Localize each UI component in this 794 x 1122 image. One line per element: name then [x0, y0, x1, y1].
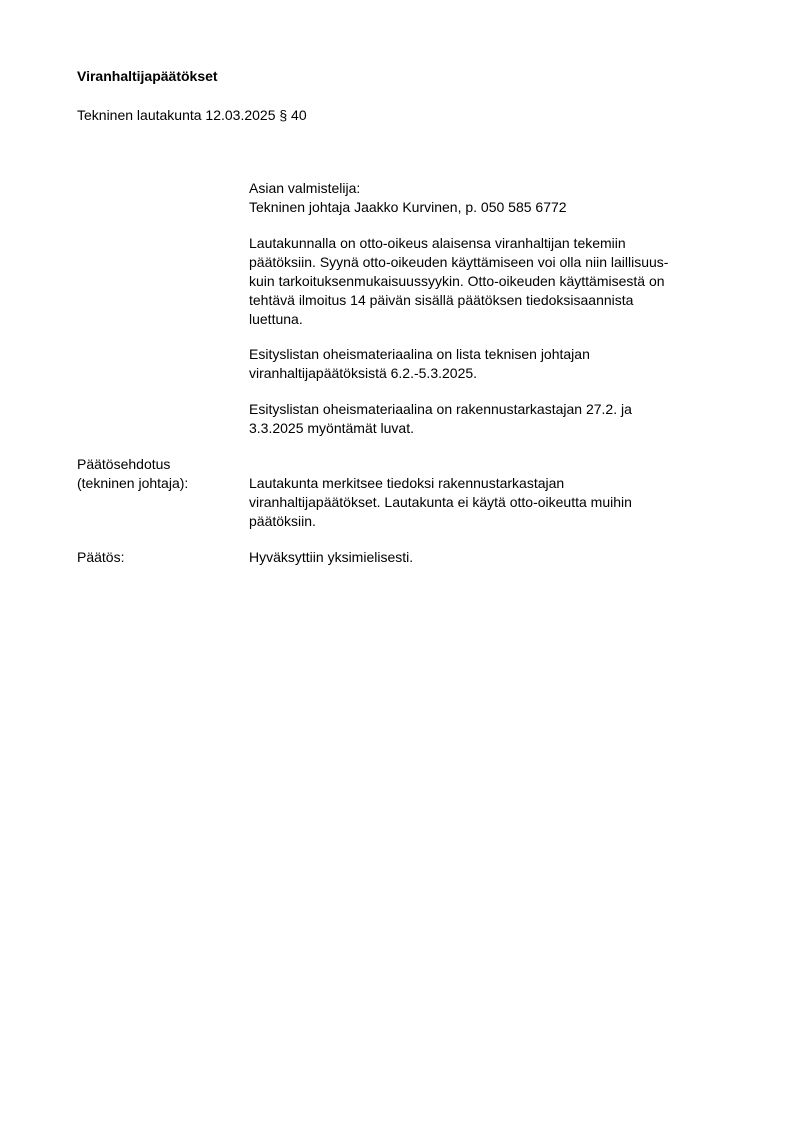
document-title: Viranhaltijapäätökset [77, 68, 218, 84]
decision-label: Päätös: [77, 549, 125, 565]
proposal-text [249, 474, 727, 531]
paragraph-otto-oikeus [249, 234, 727, 329]
meeting-reference: Tekninen lautakunta 12.03.2025 § 40 [77, 107, 307, 123]
text-line: päätöksiin. Syynä otto-oikeuden käyttämiseen voi olla niin laillisuus- [249, 254, 669, 270]
text-line: Esityslistan oheismateriaalina on lista teknisen johtajan [249, 346, 590, 362]
preparer-name: Tekninen johtaja Jaakko Kurvinen, p. 050 585 6772 [249, 199, 567, 215]
text-line: 3.3.2025 myöntämät luvat. [249, 420, 414, 436]
text-line: viranhaltijapäätökset. Lautakunta ei käytä otto-oikeutta muihin [249, 494, 632, 510]
text-line: Lautakunnalla on otto-oikeus alaisensa viranhaltijan tekemiin [249, 235, 626, 251]
proposal-label-line: Päätösehdotus [77, 456, 171, 472]
preparer-section [249, 179, 727, 217]
text-line: luettuna. [249, 311, 303, 327]
paragraph-attachment-1 [249, 345, 727, 383]
text-line: kuin tarkoituksenmukaisuussyykin. Otto-oikeuden käyttämisestä on [249, 273, 665, 289]
paragraph-attachment-2 [249, 400, 727, 438]
text-line: päätöksiin. [249, 513, 316, 529]
preparer-heading: Asian valmistelija: [249, 180, 361, 196]
decision-text: Hyväksyttiin yksimielisesti. [249, 549, 414, 565]
text-line: viranhaltijapäätöksistä 6.2.-5.3.2025. [249, 365, 478, 381]
text-line: Esityslistan oheismateriaalina on rakennustarkastajan 27.2. ja [249, 401, 632, 417]
proposal-label-line: (tekninen johtaja): [77, 475, 189, 491]
proposal-label [77, 455, 188, 493]
text-line: Lautakunta merkitsee tiedoksi rakennustarkastajan [249, 475, 565, 491]
text-line: tehtävä ilmoitus 14 päivän sisällä päätöksen tiedoksisaannista [249, 292, 634, 308]
